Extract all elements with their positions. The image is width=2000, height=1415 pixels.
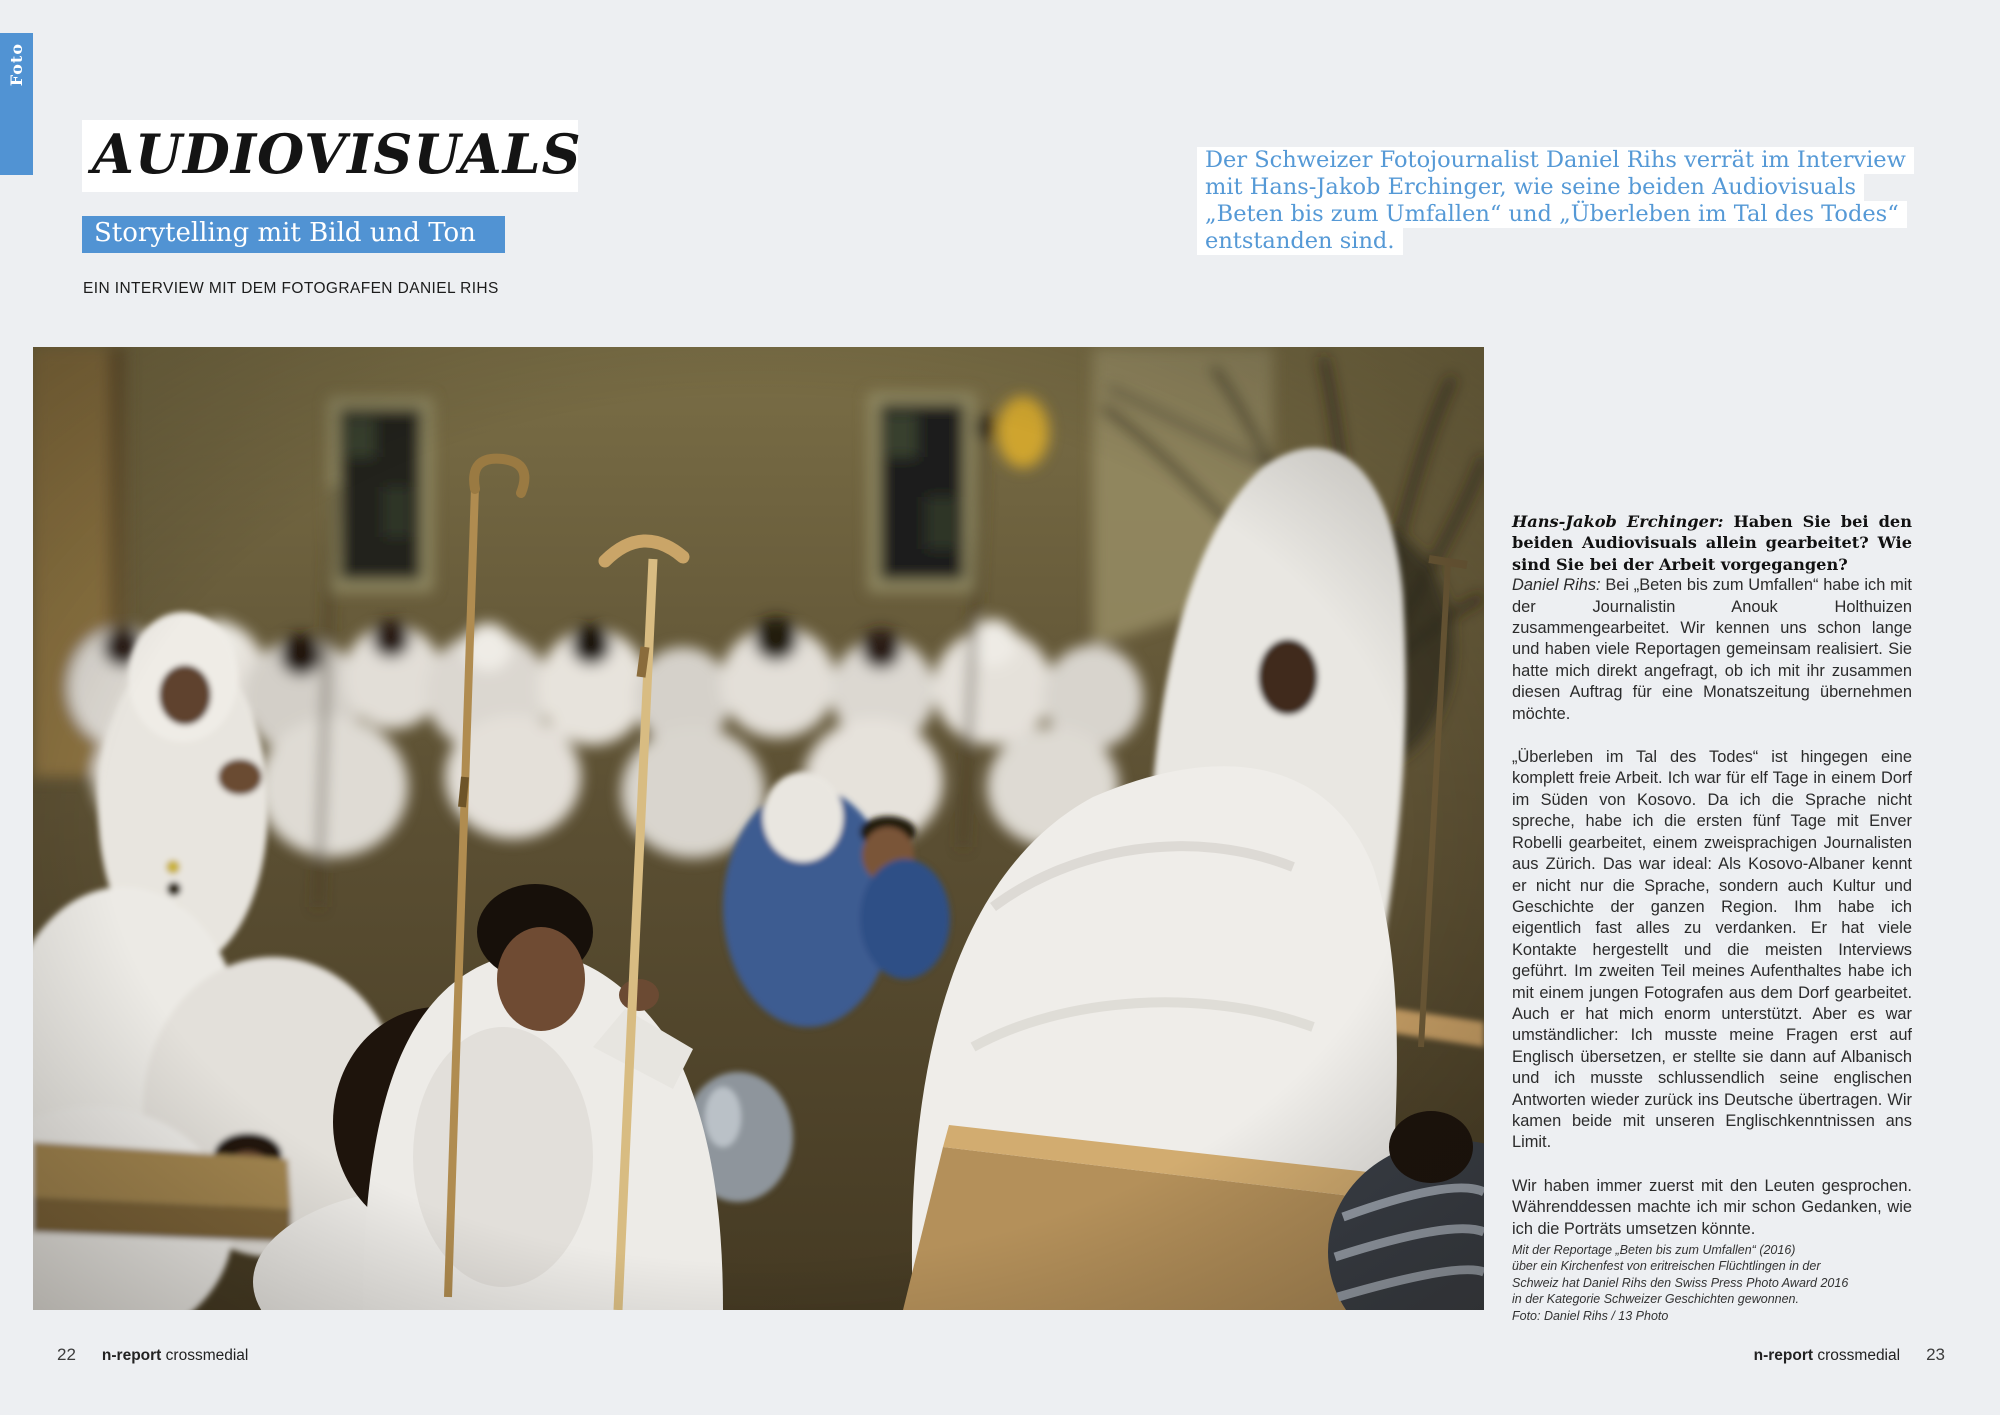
photo-caption xyxy=(1512,1242,1848,1324)
question-text: Haben Sie bei den beiden Audiovisuals allein gearbeitet? Wie sind Sie bei der Arbeit vorgegangen? xyxy=(1512,512,1912,574)
kicker: EIN INTERVIEW MIT DEM FOTOGRAFEN DANIEL RIHS xyxy=(83,280,499,297)
caption-line: Foto: Daniel Rihs / 13 Photo xyxy=(1512,1308,1669,1323)
caption-line: in der Kategorie Schweizer Geschichten gewonnen. xyxy=(1512,1292,1799,1307)
intro-line: mit Hans-Jakob Erchinger, wie seine beiden Audiovisuals xyxy=(1197,174,1864,201)
answer-text-1: Bei „Beten bis zum Umfallen“ habe ich mit der Journalistin Anouk Holthuizen zusammengearbeitet. Wir kennen uns schon lange und haben viele Reportagen gemeinsam realisiert. Sie hatte mich direkt angefragt, ob ich mit ihr zusammen diesen Auftrag für eine Monatszeitung übernehmen möchte. xyxy=(1512,576,1912,723)
brand-suffix: crossmedial xyxy=(165,1347,249,1364)
intro-line: entstanden sind. xyxy=(1197,228,1403,255)
interview-question xyxy=(1512,511,1912,575)
brand-name: n-report xyxy=(101,1347,162,1364)
page-number-left: 22 xyxy=(57,1345,76,1364)
caption-line: Schweiz hat Daniel Rihs den Swiss Press Photo Award 2016 xyxy=(1512,1275,1849,1290)
church-scene-illustration xyxy=(33,347,1484,1310)
caption-line: Mit der Reportage „Beten bis zum Umfallen“ (2016) xyxy=(1512,1243,1796,1257)
folio-left xyxy=(57,1345,248,1365)
section-tab xyxy=(0,33,33,175)
intro-deck xyxy=(1197,147,1914,255)
article-photo xyxy=(33,347,1484,1310)
interview-answer-2: „Überleben im Tal des Todes“ ist hingegen eine komplett freie Arbeit. Ich war für elf Tage in einem Dorf im Süden von Kosovo. Da ich die Sprache nicht spreche, habe ich die ersten fünf Tage mit Enver Robelli gearbeitet, einem zweisprachigen Journalisten aus Zürich. Das war ideal: Als Kosovo-Albaner kennt er nicht nur die Sprache, sondern auch Kultur und Geschichte der ganzen Region. Ihm habe ich eigentlich fast alles zu verdanken. Er hat viele Kontakte hergestellt und die meisten Interviews geführt. Im zweiten Teil meines Aufenthaltes habe ich mit einem jungen Fotografen aus dem Dorf gearbeitet. Auch er hat mich enorm unterstützt. Aber es war umständlicher: Ich musste meine Fragen erst auf Englisch übersetzen, er stellte sie dann auf Albanisch und ich musste schlussendlich seine englischen Antworten wieder zurück ins Deutsche übertragen. Wir kamen beide mit unseren Englischkenntnissen ans Limit. xyxy=(1512,748,1912,1152)
brand-suffix: crossmedial xyxy=(1817,1347,1901,1364)
page-subtitle: Storytelling mit Bild und Ton xyxy=(94,218,476,248)
interview-answer-1 xyxy=(1512,575,1912,725)
answer-speaker: Daniel Rihs: xyxy=(1512,576,1601,595)
page-number-right: 23 xyxy=(1926,1345,1945,1364)
title-band xyxy=(82,120,582,192)
intro-line: „Beten bis zum Umfallen“ und „Überleben im Tal des Todes“ xyxy=(1197,201,1907,228)
page-title: AUDIOVISUALS xyxy=(92,122,582,186)
intro-line: Der Schweizer Fotojournalist Daniel Rihs verrät im Interview xyxy=(1197,147,1914,174)
section-tab-label: Foto xyxy=(7,43,26,87)
subtitle-bar xyxy=(82,216,505,253)
interview-column xyxy=(1512,511,1912,1262)
interview-answer-3: Wir haben immer zuerst mit den Leuten gesprochen. Währenddessen machte ich mir schon Gedanken, wie ich die Porträts umsetzen könnte. xyxy=(1512,1176,1912,1238)
folio-right xyxy=(1754,1345,1945,1365)
question-speaker: Hans-Jakob Erchinger: xyxy=(1512,512,1724,531)
brand-name: n-report xyxy=(1753,1347,1814,1364)
caption-line: über ein Kirchenfest von eritreischen Flüchtlingen in der xyxy=(1512,1259,1821,1274)
